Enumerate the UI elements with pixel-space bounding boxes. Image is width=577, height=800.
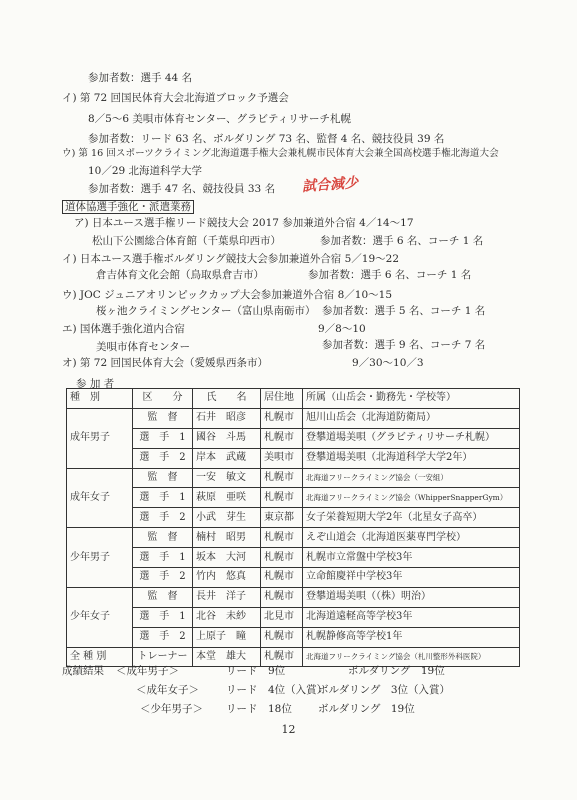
event-venue: 桜ヶ池クライミングセンター（富山県南砺市） (96, 305, 316, 317)
role-cell: 選 手 1 (133, 488, 193, 508)
result-category: ＜少年男子＞ (140, 703, 203, 715)
category-cell: 成年男子 (67, 408, 133, 468)
result-bouldering: ボルダリング 19位 (348, 665, 445, 677)
event-date: 9／8～10 (318, 323, 366, 335)
section-heading (62, 200, 194, 214)
name-cell: 萩原 亜咲 (193, 488, 261, 508)
name-cell: 岸本 武蔵 (193, 448, 261, 468)
name-cell: 楠村 昭男 (193, 528, 261, 548)
results-label: 成績結果 (62, 665, 104, 677)
affiliation-cell: 立命館慶祥中学校3年 (303, 568, 520, 588)
role-cell: 監 督 (133, 408, 193, 428)
affiliation-cell: 北海道遠軽高等学校3年 (303, 607, 520, 627)
result-lead: リード 9位 (226, 665, 286, 677)
role-cell: 選 手 1 (133, 607, 193, 627)
event-title: イ) 日本ユース選手権ボルダリング競技大会参加兼道外合宿 5／19～22 (62, 253, 400, 265)
affiliation-cell: 札幌静修高等学校1年 (303, 627, 520, 647)
event-venue: 倉吉体育文化会館（鳥取県倉吉市） (96, 269, 264, 281)
name-cell: 石井 昭彦 (193, 408, 261, 428)
event-title: イ) 第 72 回国民体育大会北海道ブロック予選会 (62, 92, 289, 104)
role-cell: 選 手 2 (133, 508, 193, 528)
residence-cell: 美唄市 (261, 448, 303, 468)
header-affiliation: 所属（山岳会・勤務先・学校等） (303, 389, 520, 409)
table-row (67, 587, 520, 607)
residence-cell: 札幌市 (261, 587, 303, 607)
residence-cell: 札幌市 (261, 627, 303, 647)
name-cell: 北谷 未紗 (193, 607, 261, 627)
residence-cell: 札幌市 (261, 488, 303, 508)
header-name: 氏 名 (193, 389, 261, 409)
header-role: 区 分 (133, 389, 193, 409)
table-row (67, 408, 520, 428)
category-cell: 少年男子 (67, 528, 133, 588)
role-cell: 選 手 2 (133, 448, 193, 468)
event-date: 9／30～10／3 (352, 357, 424, 369)
table-row (67, 448, 520, 468)
table-row (67, 508, 520, 528)
name-cell: 竹内 悠真 (193, 568, 261, 588)
affiliation-cell: 登攀道場美唄（（株）明治） (303, 587, 520, 607)
table-row (67, 627, 520, 647)
role-cell: 監 督 (133, 528, 193, 548)
residence-cell: 東京都 (261, 508, 303, 528)
participants-line: 参加者数：選手 6 名、コーチ 1 名 (320, 235, 484, 247)
result-bouldering: ボルダリング 19位 (318, 703, 415, 715)
table-row (67, 528, 520, 548)
residence-cell: 札幌市 (261, 568, 303, 588)
participants-line: 参加者数：選手 5 名、コーチ 1 名 (322, 305, 486, 317)
event-date-venue: 10／29 北海道科学大学 (88, 165, 203, 177)
name-cell: 長井 洋子 (193, 587, 261, 607)
category-cell: 少年女子 (67, 587, 133, 647)
participants-line: 参加者数：選手 6 名、コーチ 1 名 (308, 269, 472, 281)
residence-cell: 札幌市 (261, 528, 303, 548)
name-cell: 國谷 斗馬 (193, 428, 261, 448)
role-cell: 選 手 1 (133, 428, 193, 448)
affiliation-cell: 女子栄養短期大学2年（北星女子高卒） (303, 508, 520, 528)
event-title: ウ) JOC ジュニアオリンピックカップ大会参加兼道外合宿 8／10～15 (62, 289, 393, 301)
role-cell: 選 手 1 (133, 548, 193, 568)
participants-line: 参加者数：リード 63 名、ボルダリング 73 名、監督 4 名、競技役員 39 名 (88, 133, 445, 145)
participants-line: 参加者数：選手 44 名 (88, 72, 193, 84)
residence-cell: 北見市 (261, 607, 303, 627)
event-title: ア) 日本ユース選手権リード競技大会 2017 参加兼道外合宿 4／14～17 (74, 217, 414, 229)
table-row (67, 568, 520, 588)
name-cell: 坂本 大河 (193, 548, 261, 568)
role-cell: トレーナー (133, 647, 193, 667)
affiliation-cell: 登攀道場美唄（北海道科学大学2年） (303, 448, 520, 468)
roster-table (66, 388, 520, 667)
result-category: ＜成年女子＞ (136, 684, 199, 696)
result-category: ＜成年男子＞ (116, 665, 179, 677)
section-heading-text: 道体協選手強化・派遣業務 (62, 200, 194, 214)
role-cell: 選 手 2 (133, 568, 193, 588)
residence-cell: 札幌市 (261, 468, 303, 488)
event-venue: 松山下公園総合体育館（千葉県印西市） (92, 235, 281, 247)
residence-cell: 札幌市 (261, 548, 303, 568)
name-cell: 上原子 瞳 (193, 627, 261, 647)
table-row (67, 607, 520, 627)
table-row (67, 468, 520, 488)
header-residence: 居住地 (261, 389, 303, 409)
event-title: エ) 国体選手強化道内合宿 (62, 323, 185, 335)
page-number: 12 (281, 723, 296, 736)
table-row (67, 488, 520, 508)
participants-line: 参加者数：選手 9 名、コーチ 7 名 (322, 339, 486, 351)
affiliation-cell: 北海道フリークライミング協会（札川整形外科医院） (303, 647, 520, 667)
residence-cell: 札幌市 (261, 428, 303, 448)
table-row (67, 548, 520, 568)
affiliation-cell: 旭川山岳会（北海道防衛局） (303, 408, 520, 428)
affiliation-cell: 北海道フリークライミング協会（WhipperSnapperGym） (303, 488, 520, 508)
role-cell: 監 督 (133, 587, 193, 607)
affiliation-cell: 北海道フリークライミング協会（一安組） (303, 468, 520, 488)
residence-cell: 札幌市 (261, 408, 303, 428)
affiliation-cell: 札幌市立常盤中学校3年 (303, 548, 520, 568)
name-cell: 小武 芽生 (193, 508, 261, 528)
residence-cell: 札幌市 (261, 647, 303, 667)
table-row (67, 428, 520, 448)
event-title: ウ) 第 16 回スポーツクライミング北海道選手権大会兼札幌市民体育大会兼全国高校選手権北海道大会 (62, 148, 499, 159)
table-header-row (67, 389, 520, 409)
affiliation-cell: 登攀道場美唄（グラビティリサーチ札幌） (303, 428, 520, 448)
role-cell: 監 督 (133, 468, 193, 488)
participants-line: 参加者数：選手 47 名、競技役員 33 名 (88, 183, 276, 195)
name-cell: 本堂 雄大 (193, 647, 261, 667)
event-date-venue: 8／5～6 美唄市体育センター、グラビティリサーチ札幌 (88, 113, 351, 125)
role-cell: 選 手 2 (133, 627, 193, 647)
affiliation-cell: えぞ山道会（北海道医薬専門学校） (303, 528, 520, 548)
result-lead: リード 18位 (226, 703, 292, 715)
event-venue: 美唄市体育センター (96, 341, 191, 353)
name-cell: 一安 敏文 (193, 468, 261, 488)
category-cell: 成年女子 (67, 468, 133, 528)
event-title: オ) 第 72 回国民体育大会（愛媛県西条市） (62, 357, 268, 369)
category-cell: 全 種 別 (67, 647, 133, 667)
handwritten-note: 試合減少 (301, 175, 359, 195)
table-caption: 参 加 者 (76, 378, 115, 390)
result-bouldering: ボルダリング 3位（入賞） (318, 684, 451, 696)
header-category: 種 別 (67, 389, 133, 409)
result-lead: リード 4位（入賞） (226, 684, 328, 696)
